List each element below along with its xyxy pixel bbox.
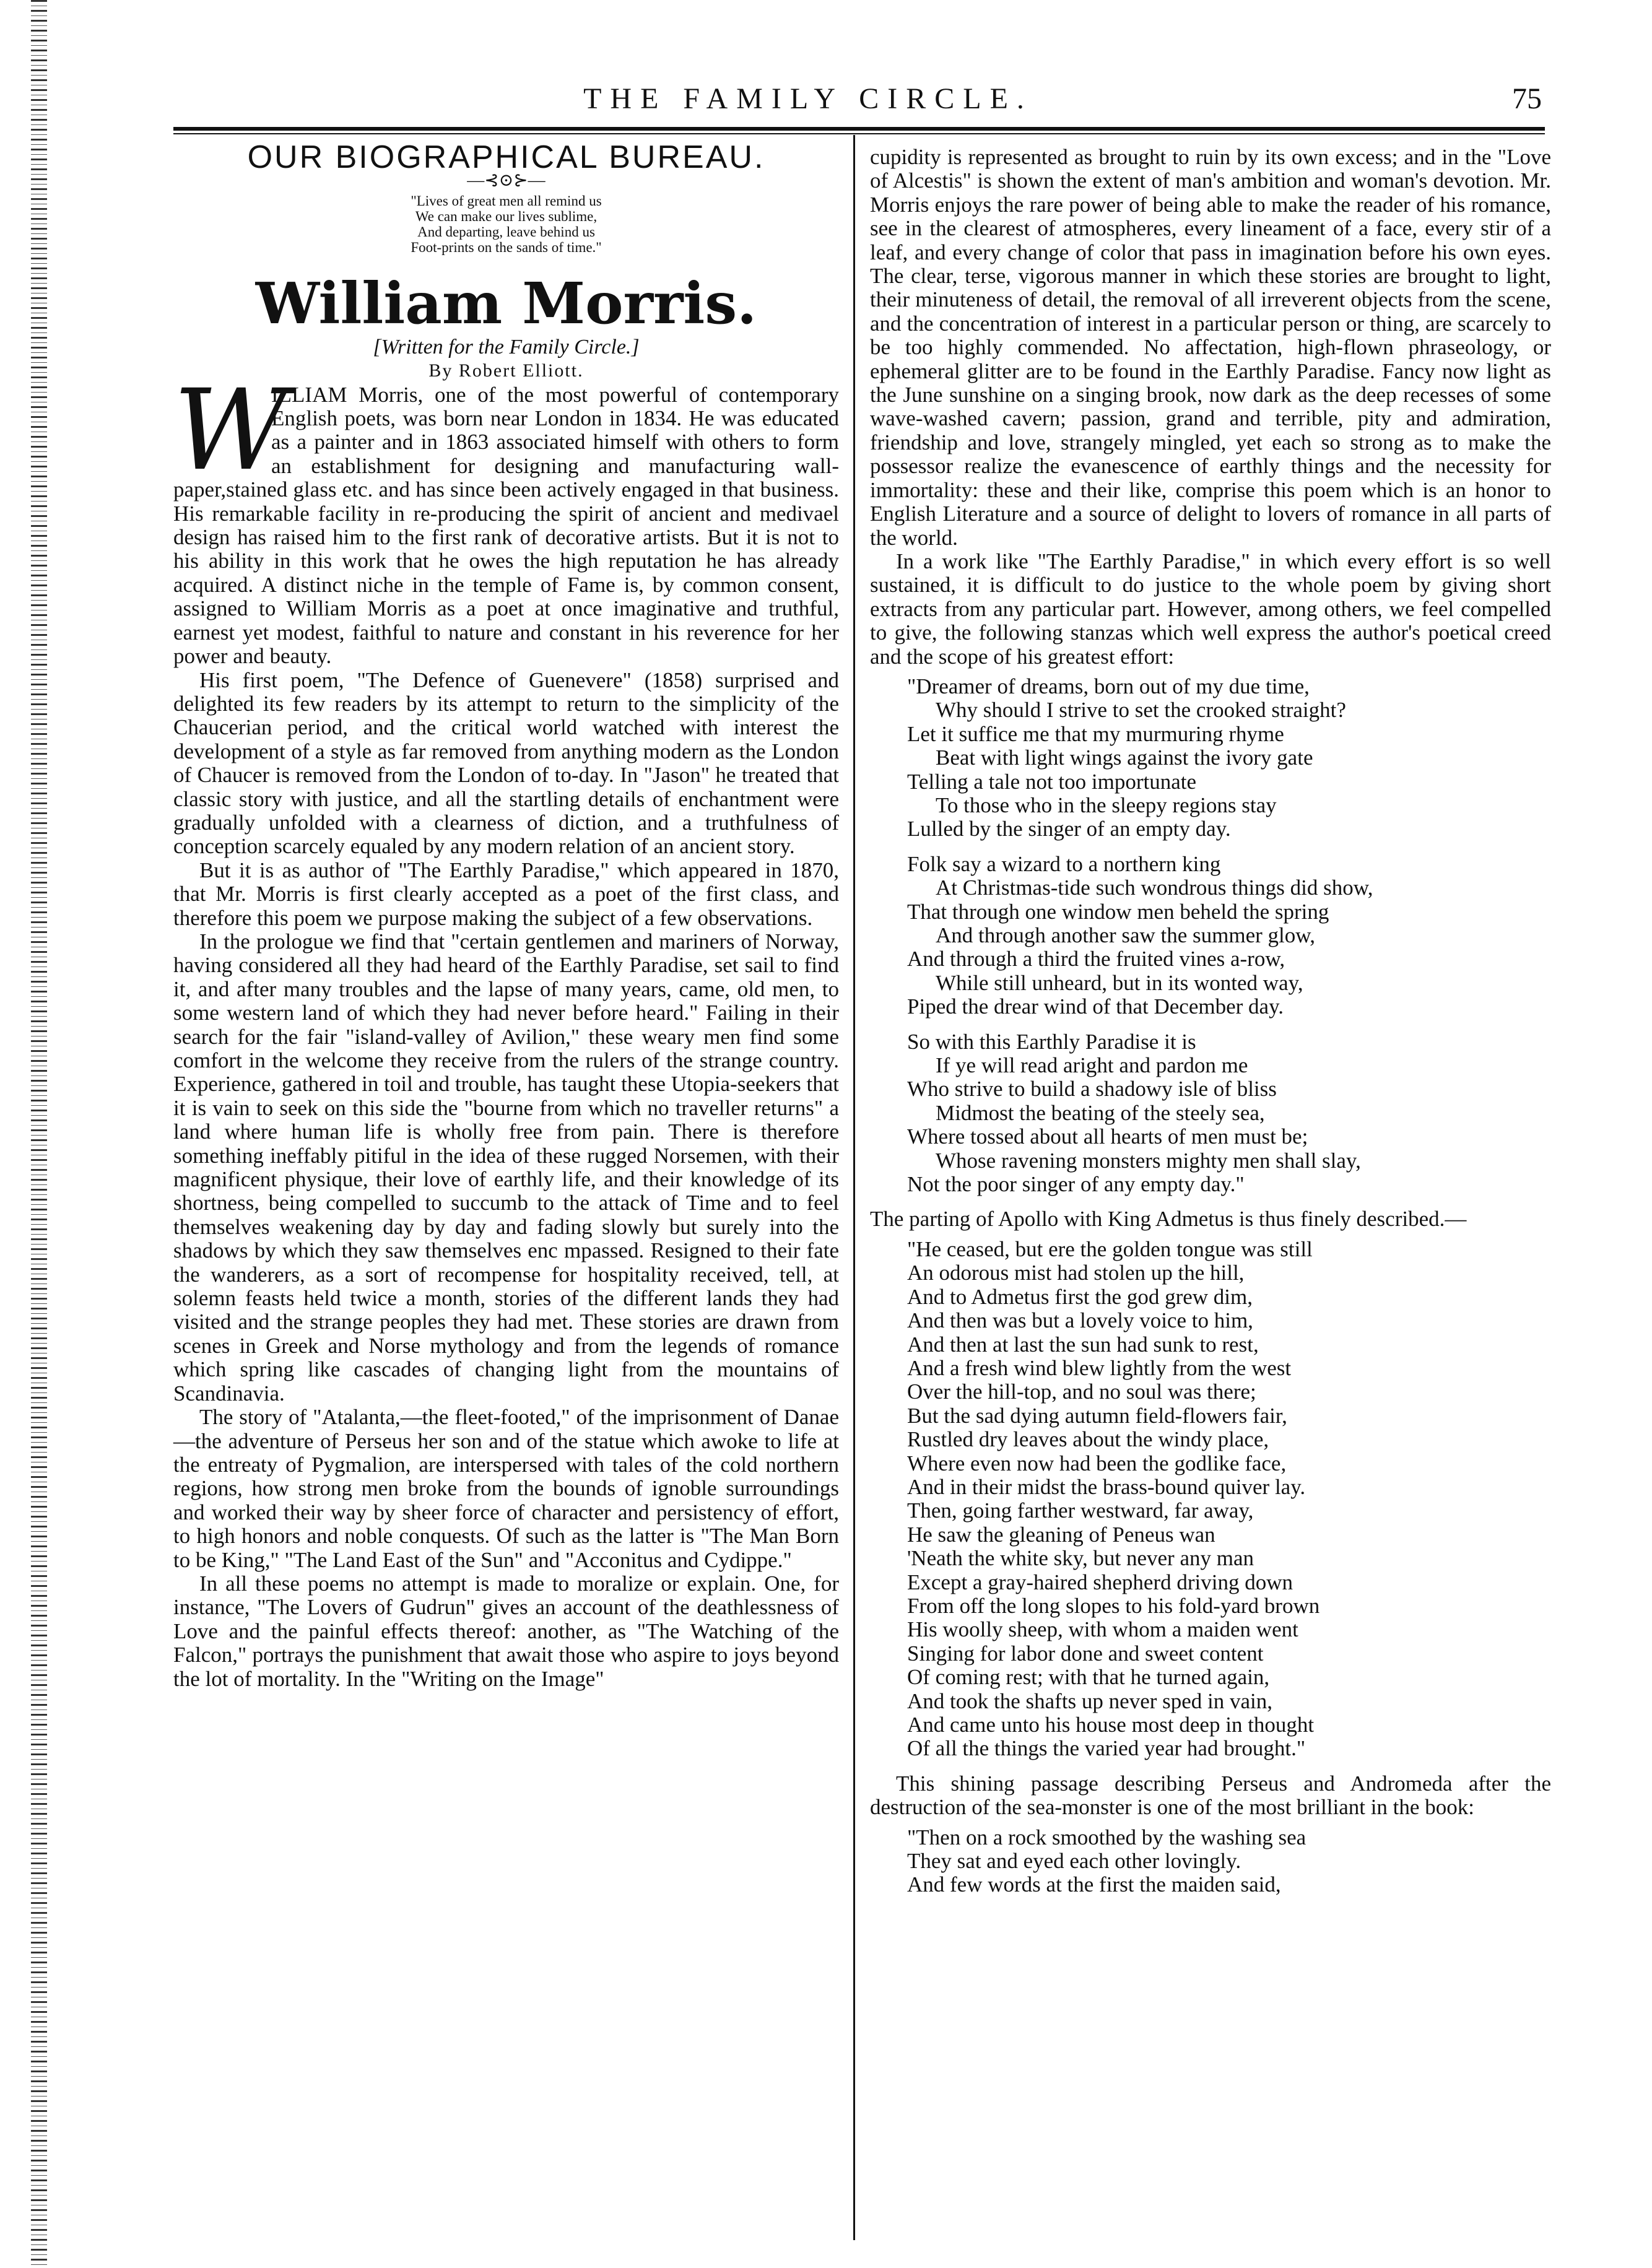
epigraph-line: And departing, leave behind us — [417, 224, 595, 240]
column-divider — [853, 135, 855, 2240]
poem-line: Whose ravening monsters mighty men shall slay, — [936, 1148, 1361, 1173]
poem-line: Piped the drear wind of that December day. — [907, 994, 1284, 1019]
poem-line: An odorous mist had stolen up the hill, — [907, 1261, 1245, 1285]
paragraph: cupidity is represented as brought to ruin by its own excess; and in the "Love of Alcestis" is shown the extent of man's ambition and woman's devotion. Mr. Morris enjoys the rare power of being able to make the reader of his romance, see in the clearest of atmospheres, every lineament of a face, every stir of a leaf, and every change of color that pass in imagination before his own eyes. The clear, terse, vigorous manner in which these stories are brought to light, their minuteness of detail, the removal of all irreverent objects from the scene, and the concentration of interest in a particular person or thing, are scarcely to be too highly commended. No affectation, high-flown phraseology, or ephemeral glitter are to be found in the Earthly Paradise. Fancy now light as the June sunshine on a singing brook, now dark as the deep recesses of some wave-washed cavern; passion, grand and terrible, pity and admiration, friendship and love, strangely mingled, yet each so strong as to make the possessor realize the evanescence of earthly things and the necessity for immortality: these and their like, comprise this poem which is an honor to English Literature and a source of delight to lovers of romance in all parts of the world. — [870, 145, 1551, 550]
page-number: 75 — [1512, 82, 1542, 115]
poem-stanza — [907, 675, 1551, 841]
article-author: By Robert Elliott. — [428, 360, 584, 381]
poem-line: To those who in the sleepy regions stay — [936, 793, 1277, 817]
paragraph: In the prologue we find that "certain gentlemen and mariners of Norway, having considered all they had heard of the Earthly Paradise, set sail to find it, and after many troubles and the lapse of many years, came, old men, to some western land of which they had never before heard." Failing in their search for the fair "island-valley of Avilion," these weary men find some comfort in the welcome they receive from the rulers of the strange country. Experience, gathered in toil and trouble, has taught these Utopia-seekers that it is vain to seek on this side the "bourne from which no traveller returns" a land where human life is wholly free from pain. There is therefore something ineffably pitiful in the idea of these rugged Norsemen, with their magnificent physique, their love of earthly life, and their knowledge of its shortness, being compelled to succumb to the attack of Time and to feel themselves weakening day by day and fading slowly but surely into the shadows by which they saw themselves enc mpassed. Resigned to their fate the wanderers, as a sort of recompense for hospitality received, tell, at solemn feasts held twice a month, stories of the different lands they had visited and the strange peoples they had met. These stories are drawn from scenes in Greek and Norse mythology and from the legends of romance which spring like cascades of changing light from the mountains of Scandinavia. — [173, 929, 839, 1406]
paragraph: The story of "Atalanta,—the fleet-footed," of the imprisonment of Danae—the adventure of Perseus her son and of the statue which awoke to life at the entreaty of Pygmalion, are interspersed with tales of the cold northern regions, how strong men broke from the bounds of ignoble surroundings and worked their way by sheer force of character and persistency of effort, to high honors and noble conquests. Of such as the latter is "The Man Born to be King," "The Land East of the Sun" and "Acconitus and Cydippe." — [173, 1405, 839, 1572]
poem-line: Let it suffice me that my murmuring rhyme — [907, 721, 1284, 746]
poem-line: Of coming rest; with that he turned again, — [907, 1665, 1270, 1690]
poem-line: Then, going farther westward, far away, — [907, 1498, 1254, 1523]
poem-stanza — [907, 853, 1551, 1019]
epigraph-line: "Lives of great men all remind us — [411, 193, 602, 209]
poem-line: He saw the gleaning of Peneus wan — [907, 1522, 1215, 1547]
poem-line: Lulled by the singer of an empty day. — [907, 817, 1231, 841]
poem-line: And few words at the first the maiden said, — [907, 1872, 1281, 1897]
article-byline: [Written for the Family Circle.] — [373, 335, 640, 358]
poem-line: Where tossed about all hearts of men must be; — [907, 1124, 1308, 1149]
epigraph-line: We can make our lives sublime, — [415, 208, 598, 224]
running-title: THE FAMILY CIRCLE. — [583, 82, 1033, 115]
left-column — [173, 139, 839, 1691]
section-heading: OUR BIOGRAPHICAL BUREAU. — [247, 139, 765, 175]
poem-line: Singing for labor done and sweet content — [907, 1641, 1264, 1666]
poem-line: Midmost the beating of the steely sea, — [936, 1100, 1265, 1125]
poem-line: And took the shafts up never sped in vain, — [907, 1688, 1273, 1713]
paragraph: This shining passage describing Perseus and Andromeda after the destruction of the sea-monster is one of the most brilliant in the book: — [870, 1771, 1551, 1820]
poem-line: Telling a tale not too importunate — [907, 769, 1197, 794]
paragraph: In a work like "The Earthly Paradise," in which every effort is so well sustained, it is difficult to do justice to the whole poem by giving short extracts from any particular part. However, among others, we feel compelled to give, the following stanzas which well express the author's poetical creed and the scope of his greatest effort: — [870, 549, 1551, 669]
poem-line: And through another saw the summer glow, — [936, 923, 1316, 947]
perseus-passage — [907, 1826, 1551, 1897]
article-title: William Morris. — [255, 269, 757, 337]
epigraph — [346, 193, 667, 255]
paragraph: But it is as author of "The Earthly Paradise," which appeared in 1870, that Mr. Morris is first clearly accepted as a poet of the first class, and therefore this poem we purpose making the subject of a few observations. — [173, 858, 839, 930]
poem-line: But the sad dying autumn field-flowers fair, — [907, 1403, 1287, 1428]
poem-line: Rustled dry leaves about the windy place, — [907, 1427, 1269, 1452]
apollo-passage — [907, 1238, 1551, 1761]
poem-line: Beat with light wings against the ivory gate — [936, 745, 1313, 770]
poem-line: And through a third the fruited vines a-row, — [907, 947, 1285, 971]
paragraph: ILLIAM Morris, one of the most powerful of contemporary English poets, was born near London in 1834. He was educated as a painter and in 1863 associated himself with others to form an establishment for designing and manufacturing wall-paper,stained glass etc. and has since been actively engaged in that business. His remarkable facility in re-producing the spirit of ancient and medivael design has raised him to the first rank of decorative artists. But it is not to his ability in this work that he owes the high reputation he has already acquired. A distinct niche in the temple of Fame is, by common consent, assigned to William Morris as a poet at once imaginative and truthful, earnest yet modest, faithful to nature and constant in his reverence for her power and beauty. — [173, 382, 839, 669]
poem-line: And then at last the sun had sunk to rest, — [907, 1332, 1259, 1357]
header-rule — [173, 127, 1545, 134]
poem-line: Of all the things the varied year had brought." — [907, 1736, 1306, 1761]
poem-stanza — [907, 1030, 1551, 1197]
poem-line: And a fresh wind blew lightly from the west — [907, 1355, 1292, 1380]
poem-line: And in their midst the brass-bound quiver lay. — [907, 1474, 1306, 1499]
poem-line: And came unto his house most deep in thought — [907, 1713, 1315, 1737]
poem-line: Why should I strive to set the crooked straight? — [936, 698, 1346, 723]
paragraph: In all these poems no attempt is made to moralize or explain. One, for instance, "The Lovers of Gudrun" gives an account of the deathlessness of Love and the painful effects thereof: another, as "The Watching of the Falcon," portrays the punishment that await those who aspire to joys beyond the lot of mortality. In the "Writing on the Image" — [173, 1571, 839, 1691]
poem-line: His woolly sheep, with whom a maiden went — [907, 1617, 1298, 1642]
poem-line: They sat and eyed each other lovingly. — [907, 1849, 1241, 1874]
poem-line: Except a gray-haired shepherd driving down — [907, 1570, 1293, 1594]
poem-line: Folk say a wizard to a northern king — [907, 851, 1221, 876]
poem-line: Not the poor singer of any empty day." — [907, 1172, 1245, 1197]
poem-line: If ye will read aright and pardon me — [936, 1053, 1248, 1078]
poem-line: And to Admetus first the god grew dim, — [907, 1284, 1253, 1309]
poem-line: Where even now had been the godlike face, — [907, 1451, 1287, 1475]
poem-line: Over the hill-top, and no soul was there; — [907, 1379, 1256, 1404]
page-header — [167, 82, 1542, 119]
poem-line: From off the long slopes to his fold-yard brown — [907, 1593, 1320, 1618]
poem-line: At Christmas-tide such wondrous things did show, — [936, 875, 1373, 900]
epigraph-line: Foot-prints on the sands of time." — [411, 239, 602, 255]
right-column — [870, 146, 1551, 1908]
poem-line: So with this Earthly Paradise it is — [907, 1029, 1196, 1054]
poem-line: "Then on a rock smoothed by the washing sea — [907, 1825, 1306, 1849]
poem-line: That through one window men beheld the spring — [907, 899, 1329, 924]
ornament-divider: —⊰⊙⊱— — [467, 171, 546, 191]
poem-line: While still unheard, but in its wonted way, — [936, 970, 1303, 995]
paragraph: His first poem, "The Defence of Guenevere" (1858) surprised and delighted its few readers by its attempt to return to the simplicity of the Chaucerian period, and the critical world watched with interest the development of a style as far removed from anything modern as the London of Chaucer is removed from the London of to-day. In "Jason" he treated that classic story with justice, and all the startling details of enchantment were gradually unfolded with a clearness of diction, and a truthfulness of conception scarcely equaled by any modern relation of an ancient story. — [173, 667, 839, 859]
paragraph: The parting of Apollo with King Admetus is thus finely described.— — [870, 1207, 1467, 1232]
poem-line: "He ceased, but ere the golden tongue was still — [907, 1236, 1313, 1261]
binding-edge — [31, 0, 47, 2268]
poem-line: 'Neath the white sky, but never any man — [907, 1546, 1254, 1571]
drop-cap: W — [173, 365, 289, 495]
poem-line: And then was but a lovely voice to him, — [907, 1308, 1253, 1333]
poem-line: "Dreamer of dreams, born out of my due time, — [907, 674, 1310, 698]
poem-line: Who strive to build a shadowy isle of bliss — [907, 1077, 1277, 1101]
